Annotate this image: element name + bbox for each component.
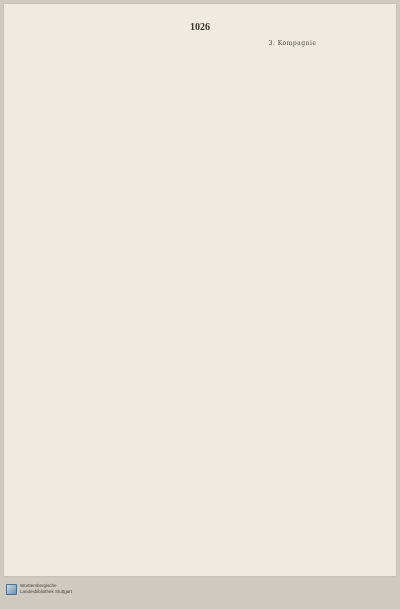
right-column [205,38,380,564]
document-page [4,4,396,576]
left-column [20,38,195,564]
library-footer [6,583,72,595]
footer-line-2: Landesbibliothek Stuttgart [20,588,73,594]
library-logo-icon [6,584,17,595]
section-title: 3. Kompagnie [268,40,317,47]
page-number: 1026 [190,22,210,33]
footer-line-1: Württembergische [20,583,57,588]
two-column-text [20,38,380,564]
